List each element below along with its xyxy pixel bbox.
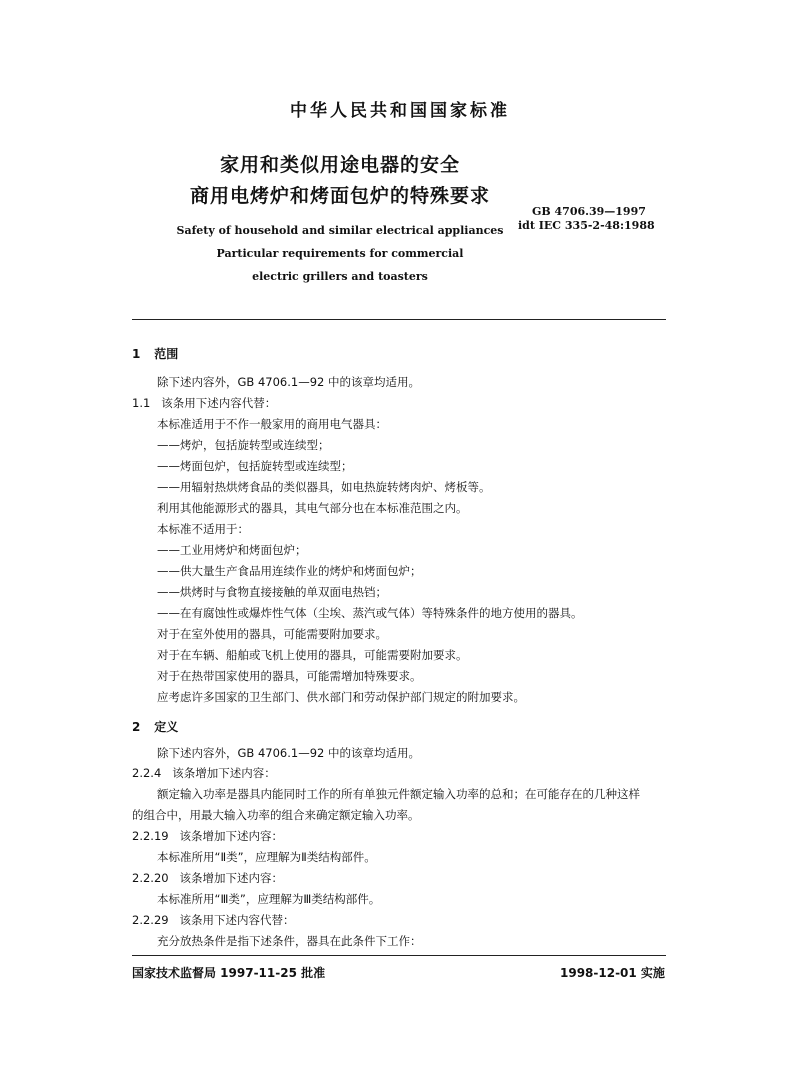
title-en-line2: Particular requirements for commercial: [216, 247, 464, 260]
title-en-line1: Safety of household and similar electrical appliances: [176, 224, 504, 237]
scope-line: ——烤炉，包括旋转型或连续型；: [157, 438, 330, 452]
effective-date: 1998-12-01 实施: [560, 966, 665, 980]
gb-code: GB 4706.39—1997: [532, 205, 646, 218]
title-cn-line2: 商用电烤炉和烤面包炉的特殊要求: [189, 185, 490, 207]
section2-number: 2: [132, 720, 141, 734]
scope-line: ——烤面包炉，包括旋转型或连续型；: [157, 459, 353, 473]
clause-2-2-4-number: 2.2.4: [132, 766, 162, 780]
clause-2-2-29-text: 该条用下述内容代替：: [179, 913, 295, 927]
scope-line: ——烘烤时与食物直接接触的单双面电热铛；: [157, 585, 387, 599]
scope-line: ——用辐射热烘烤食品的类似器具，如电热旋转烤肉炉、烤板等。: [157, 480, 491, 494]
clause-1-1: [132, 395, 276, 411]
clause-2-2-29-body: 充分放热条件是指下述条件，器具在此条件下工作：: [157, 934, 422, 948]
clause-2-2-19: [132, 828, 283, 844]
scope-line: 利用其他能源形式的器具，其电气部分也在本标准范围之内。: [157, 501, 468, 515]
clause-2-2-20-body: 本标准所用“Ⅲ类”，应理解为Ⅲ类结构部件。: [157, 892, 381, 906]
clause-2-2-29-number: 2.2.29: [132, 913, 169, 927]
scope-line: ——供大量生产食品用连续作业的烤炉和烤面包炉；: [157, 564, 422, 578]
clause-2-2-20-text: 该条增加下述内容：: [179, 871, 284, 885]
clause-2-2-4-body: 的组合中，用最大输入功率的组合来确定额定输入功率。: [132, 808, 420, 822]
section1-number: 1: [132, 347, 141, 361]
clause-2-2-4: [132, 765, 276, 781]
clause-2-2-19-body: 本标准所用“Ⅱ类”，应理解为Ⅱ类结构部件。: [157, 850, 376, 864]
clause-1-1-text: 该条用下述内容代替：: [161, 396, 277, 410]
scope-line: 对于在热带国家使用的器具，可能需增加特殊要求。: [157, 669, 422, 683]
scope-line: 应考虑许多国家的卫生部门、供水部门和劳动保护部门规定的附加要求。: [157, 690, 525, 704]
section1-intro: 除下述内容外，GB 4706.1—92 中的该章均适用。: [157, 375, 420, 389]
section2-intro: 除下述内容外，GB 4706.1—92 中的该章均适用。: [157, 746, 420, 760]
clause-1-1-number: 1.1: [132, 396, 151, 410]
iec-code: idt IEC 335-2-48:1988: [518, 219, 655, 232]
scope-line: 本标准不适用于：: [157, 522, 249, 536]
standard-type-heading: 中华人民共和国国家标准: [290, 101, 510, 121]
section2-title: 定义: [154, 720, 179, 734]
clause-2-2-19-text: 该条增加下述内容：: [179, 829, 284, 843]
header-rule: [132, 319, 666, 320]
section1-heading: [132, 345, 178, 362]
clause-2-2-20-number: 2.2.20: [132, 871, 169, 885]
clause-2-2-20: [132, 870, 283, 886]
approval-date: 国家技术监督局 1997-11-25 批准: [132, 966, 326, 980]
scope-line: 本标准适用于不作一般家用的商用电气器具：: [157, 417, 387, 431]
scope-line: 对于在室外使用的器具，可能需要附加要求。: [157, 627, 387, 641]
clause-2-2-4-text: 该条增加下述内容：: [172, 766, 276, 780]
section2-heading: [132, 718, 178, 735]
scope-line: 对于在车辆、船舶或飞机上使用的器具，可能需要附加要求。: [157, 648, 468, 662]
scope-line: ——在有腐蚀性或爆炸性气体（尘埃、蒸汽或气体）等特殊条件的地方使用的器具。: [157, 606, 583, 620]
clause-2-2-29: [132, 912, 295, 928]
footer-rule: [132, 955, 666, 956]
clause-2-2-4-body: 额定输入功率是器具内能同时工作的所有单独元件额定输入功率的总和；在可能存在的几种这样: [157, 787, 640, 801]
title-en-line3: electric grillers and toasters: [252, 270, 428, 283]
section1-title: 范围: [154, 347, 179, 361]
scope-line: ——工业用烤炉和烤面包炉；: [157, 543, 307, 557]
clause-2-2-19-number: 2.2.19: [132, 829, 169, 843]
title-cn-line1: 家用和类似用途电器的安全: [219, 154, 460, 176]
